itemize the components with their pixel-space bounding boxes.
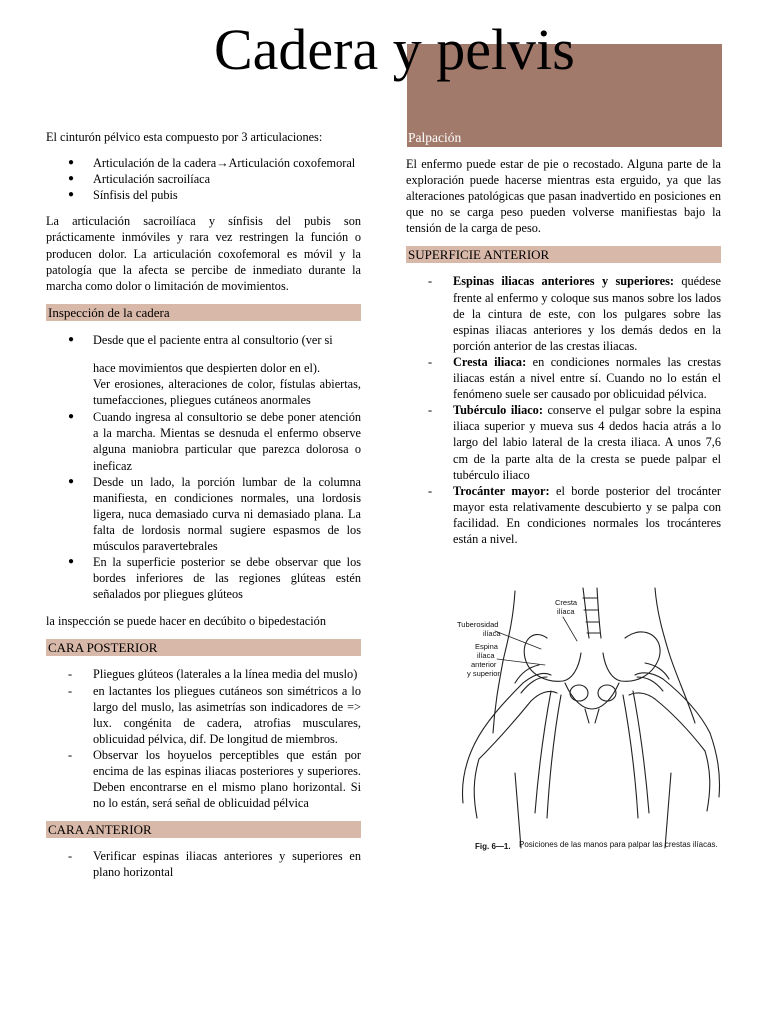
list-item: ● Articulación sacroilíaca: [68, 172, 211, 187]
pelvis-palpation-figure: [455, 583, 740, 858]
list-item: - Trocánter mayor: el borde posterior del trocánter mayor esta relativamente descubierto y se palpa con facilidad. En condiciones normales los trocánteres están a nivel.: [428, 483, 721, 546]
dash-marker: -: [428, 274, 433, 289]
list-item: ● Cuando ingresa al consultorio se debe poner atención a la marcha. Mientas se desnuda el enfermo observe alguna maniobra particular que parezca dolorosa o ineficaz: [68, 410, 361, 473]
caption-text: Posiciones de las manos para palpar las crestas ilíacas.: [519, 840, 718, 849]
page-title: Cadera y pelvis: [214, 17, 575, 82]
joints-list: [46, 155, 361, 203]
bullet-icon: ●: [68, 475, 75, 487]
posterior-list: [46, 666, 361, 811]
bullet-icon: ●: [68, 411, 75, 423]
figure-drawing: [463, 588, 720, 848]
bullet-icon: ●: [68, 173, 75, 185]
list-item: - Cresta iliaca: en condiciones normales las crestas iliacas están a nivel entre sí. Cuando no lo están el fenómeno suele ser causado por oblicuidad pélvica.: [428, 354, 722, 402]
list-item: - Observar los hoyuelos perceptibles que están por encima de las espinas iliacas posteriores y superiores. Deben encontrarse en el mismo plano horizontal. Si no lo están, será señal de oblicuidad pélvica: [68, 747, 361, 811]
figure-labels: [457, 598, 578, 678]
dash-marker: -: [68, 667, 73, 682]
list-item: - Pliegues glúteos (laterales a la línea media del muslo): [68, 667, 358, 682]
label-cresta: Cresta: [555, 598, 578, 607]
anterior-surface-list: [406, 273, 721, 547]
dash-marker: -: [68, 849, 73, 864]
bullet-icon: ●: [68, 333, 75, 345]
list-item: - Tubérculo iliaco: conserve el pulgar sobre la espina iliaca superior y mueva sus 4 dedos hacia atrás a lo largo del labio lateral de la cresta iliaca. A unos 7,6 cm de la parte alta de la cresta se puede palpar el tubérculo iliaco: [428, 403, 722, 482]
label-espina: Espina: [475, 642, 498, 651]
caption-number: Fig. 6—1.: [475, 842, 511, 851]
list-item: ● Desde un lado, la porción lumbar de la columna manifiesta, en condiciones normales, una lordosis ligera, nuca demasiado curva ni demasiado plana. La falta de lordosis normal sugiere espasmos de los músculos paravertebrales: [68, 474, 361, 553]
dash-marker: -: [428, 354, 433, 369]
section-header-palpation: Palpación: [408, 130, 462, 145]
label-espina-4: y superior: [467, 669, 500, 678]
dash-marker: -: [68, 683, 73, 698]
dash-marker: -: [428, 483, 433, 498]
inspection-note: la inspección se puede hacer en decúbito o bipedestación: [46, 614, 326, 629]
section-header-anterior-surface: SUPERFICIE ANTERIOR: [406, 246, 721, 263]
label-tuberosidad-2: ilíaca: [483, 629, 501, 638]
label-espina-3: anterior: [471, 660, 497, 669]
list-item: - Espinas iliacas anteriores y superiores: quédese frente al enfermo y coloque sus manos sobre los lados de la cintura de este, con los pulgares sobre las espinas iliacas anteriores y los demás dedos en la porción anterior de las crestas iliacas.: [428, 274, 721, 353]
palpation-text: El enfermo puede estar de pie o recostado. Alguna parte de la exploración puede hacerse mientras esta erguido, ya que las alteraciones patológicas que pasan inadvertido en posiciones en que no se carga peso pueden volverse manifiestas bajo la tensión de la carga de peso.: [406, 157, 721, 236]
label-tuberosidad: Tuberosidad: [457, 620, 499, 629]
dash-marker: -: [428, 403, 433, 418]
figure-caption: [475, 840, 718, 851]
right-column: [406, 129, 721, 547]
label-cresta-2: ilíaca: [557, 607, 575, 616]
list-item: - Verificar espinas iliacas anteriores y superiores en plano horizontal: [68, 849, 361, 880]
bullet-icon: ●: [68, 157, 75, 169]
bullet-icon: ●: [68, 189, 75, 201]
list-item: - en lactantes los pliegues cutáneos son simétricos a lo largo del muslo, las asimetrías son indicadores de => lux. congénita de cadera, atrofias musculares, oblicuidad pélvica, dif. De longitud de miembros.: [68, 683, 361, 746]
list-item: ● Articulación de la cadera→Articulación coxofemoral: [68, 156, 356, 171]
anterior-list: [46, 848, 361, 880]
joints-description: La articulación sacroilíaca y sínfisis del pubis son prácticamente inmóviles y rara vez restringen la función o producen dolor. La articulación coxofemoral es móvil y la patología que la afecta se percibe de inmediato durante la marcha como dolor o limitación de movimientos.: [46, 214, 361, 293]
section-header-posterior: CARA POSTERIOR: [46, 639, 361, 656]
dash-marker: -: [68, 747, 73, 762]
left-column: [46, 129, 361, 880]
list-item: ● En la superficie posterior se debe observar que los bordes inferiores de las regiones glúteas estén señalados por pliegues glúteos: [68, 555, 361, 602]
label-espina-2: ilíaca: [477, 651, 495, 660]
intro-text: El cinturón pélvico esta compuesto por 3 articulaciones:: [46, 130, 323, 144]
list-item: ● Desde que el paciente entra al consultorio (ver si hace movimientos que despierten dolor en el). Ver erosiones, alteraciones de color, fístulas abiertas, tumefacciones, pliegues cutáneos anormales: [68, 332, 361, 408]
section-header-inspection: Inspección de la cadera: [46, 304, 361, 321]
bullet-icon: ●: [68, 556, 75, 568]
inspection-list: [46, 332, 361, 603]
list-item: ● Sínfisis del pubis: [68, 188, 178, 203]
section-header-anterior: CARA ANTERIOR: [46, 821, 361, 838]
